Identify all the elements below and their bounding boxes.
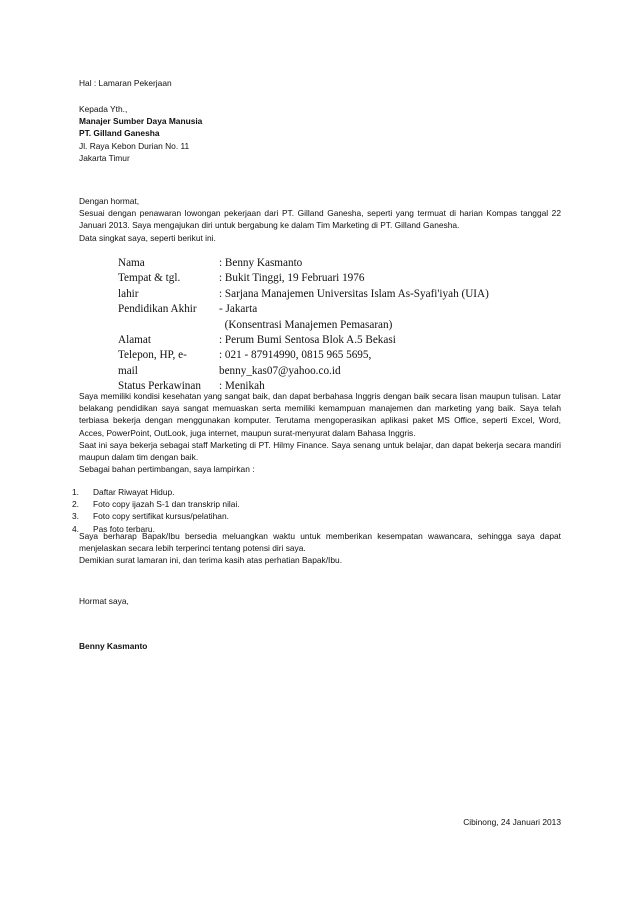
intro-paragraph: Sesuai dengan penawaran lowongan pekerjaan dari PT. Gilland Ganesha, seperti yang termuat di harian Kompas tanggal 22 Januari 2013. Saya mengajukan diri untuk bergabung ke dalam Tim Marketing di PT. Gilland Ganesha.	[79, 208, 561, 231]
bio-label: Nama	[118, 257, 145, 269]
intro-section	[79, 195, 561, 244]
list-text: Daftar Riwayat Hidup.	[93, 487, 175, 497]
letter-subject: Hal : Lamaran Pekerjaan	[79, 78, 172, 88]
recipient-company: PT. Gilland Ganesha	[79, 128, 160, 139]
list-number: 2.	[72, 499, 79, 510]
bio-data-table	[118, 256, 548, 395]
bio-label	[118, 318, 219, 333]
bio-row	[118, 271, 489, 286]
bio-row	[118, 364, 489, 379]
bio-value: : Bukit Tinggi, 19 Februari 1976	[219, 272, 365, 285]
list-item	[72, 498, 552, 510]
signoff: Hormat saya,	[79, 596, 129, 606]
bio-label: Alamat	[118, 334, 151, 347]
body-paragraphs	[79, 390, 561, 475]
list-item	[72, 510, 552, 522]
paragraph-current-job: Saat ini saya bekerja sebagai staff Marketing di PT. Hilmy Finance. Saya senang untuk belajar, dan dapat bekerja secara mandiri maupun dalam tim dengan baik.	[79, 439, 561, 463]
signature-name: Benny Kasmanto	[79, 641, 148, 651]
bio-row	[118, 318, 489, 333]
recipient-greeting: Kepada Yth.,	[79, 104, 128, 114]
recipient-title: Manajer Sumber Daya Manusia	[79, 116, 203, 127]
recipient-address-line2: Jakarta Timur	[79, 152, 130, 163]
attachment-list	[72, 486, 552, 535]
bio-row	[118, 333, 489, 348]
bio-row	[118, 256, 489, 271]
paragraph-qualifications: Saya memiliki kondisi kesehatan yang sangat baik, dan dapat berbahasa Inggris dengan baik secara lisan maupun tulisan. Latar belakang pendidikan saya sangat memuaskan serta memiliki kemampuan manajemen dan marketing yang baik. Saya telah terbiasa bekerja dengan menggunakan komputer. Terutama mengoperasikan aplikasi paket MS Office, seperti Excel, Word, Acces, PowerPoint, OutLook, juga internet, maupun surat-menyurat dalam Bahasa Inggris.	[79, 391, 561, 438]
bio-label: Status Perkawinan	[118, 380, 201, 393]
closing-paragraphs	[79, 530, 561, 567]
bio-value: : 021 - 87914990, 0815 965 5695,	[219, 349, 372, 362]
list-number: 4.	[72, 523, 79, 534]
recipient-block	[79, 103, 561, 164]
paragraph-attachment-lead: Sebagai bahan pertimbangan, saya lampirkan :	[79, 464, 255, 475]
bio-row	[118, 302, 489, 317]
salutation: Dengan hormat,	[79, 196, 140, 206]
bio-value: - Jakarta	[219, 303, 258, 316]
bio-row	[118, 348, 489, 363]
bio-value: (Konsentrasi Manajemen Pemasaran)	[219, 318, 393, 331]
bio-label: mail	[118, 364, 138, 377]
bio-value: : Benny Kasmanto	[219, 257, 303, 269]
list-item	[72, 486, 552, 498]
bio-label: Telepon, HP, e-	[118, 349, 187, 362]
list-text: Foto copy ijazah S-1 dan transkrip nilai.	[93, 499, 240, 510]
bio-value: : Menikah	[219, 380, 265, 393]
bio-label: Pendidikan Akhir	[118, 303, 197, 316]
bio-value: : Sarjana Manajemen Universitas Islam As-Syafi'iyah (UIA)	[219, 287, 489, 300]
data-lead: Data singkat saya, seperti berikut ini.	[79, 232, 216, 243]
bio-label: lahir	[118, 287, 139, 300]
bio-label: Tempat & tgl.	[118, 272, 181, 285]
paragraph-interview-request: Saya berharap Bapak/Ibu bersedia meluangkan waktu untuk memberikan kesempatan wawancara, sehingga saya dapat menjelaskan secara lebih terperinci tentang potensi diri saya.	[79, 531, 561, 554]
recipient-address-line1: Jl. Raya Kebon Durian No. 11	[79, 140, 190, 151]
list-number: 3.	[72, 511, 79, 522]
list-text: Foto copy sertifikat kursus/pelatihan.	[93, 511, 229, 522]
letter-date: Cibinong, 24 Januari 2013	[463, 817, 561, 827]
list-text: Pas foto terbaru.	[93, 523, 155, 534]
bio-value: : Perum Bumi Sentosa Blok A.5 Bekasi	[219, 334, 396, 347]
paragraph-thanks: Demikian surat lamaran ini, dan terima kasih atas perhatian Bapak/Ibu.	[79, 555, 343, 566]
bio-row	[118, 287, 489, 302]
bio-value: benny_kas07@yahoo.co.id	[219, 364, 341, 377]
list-number: 1.	[72, 487, 79, 497]
